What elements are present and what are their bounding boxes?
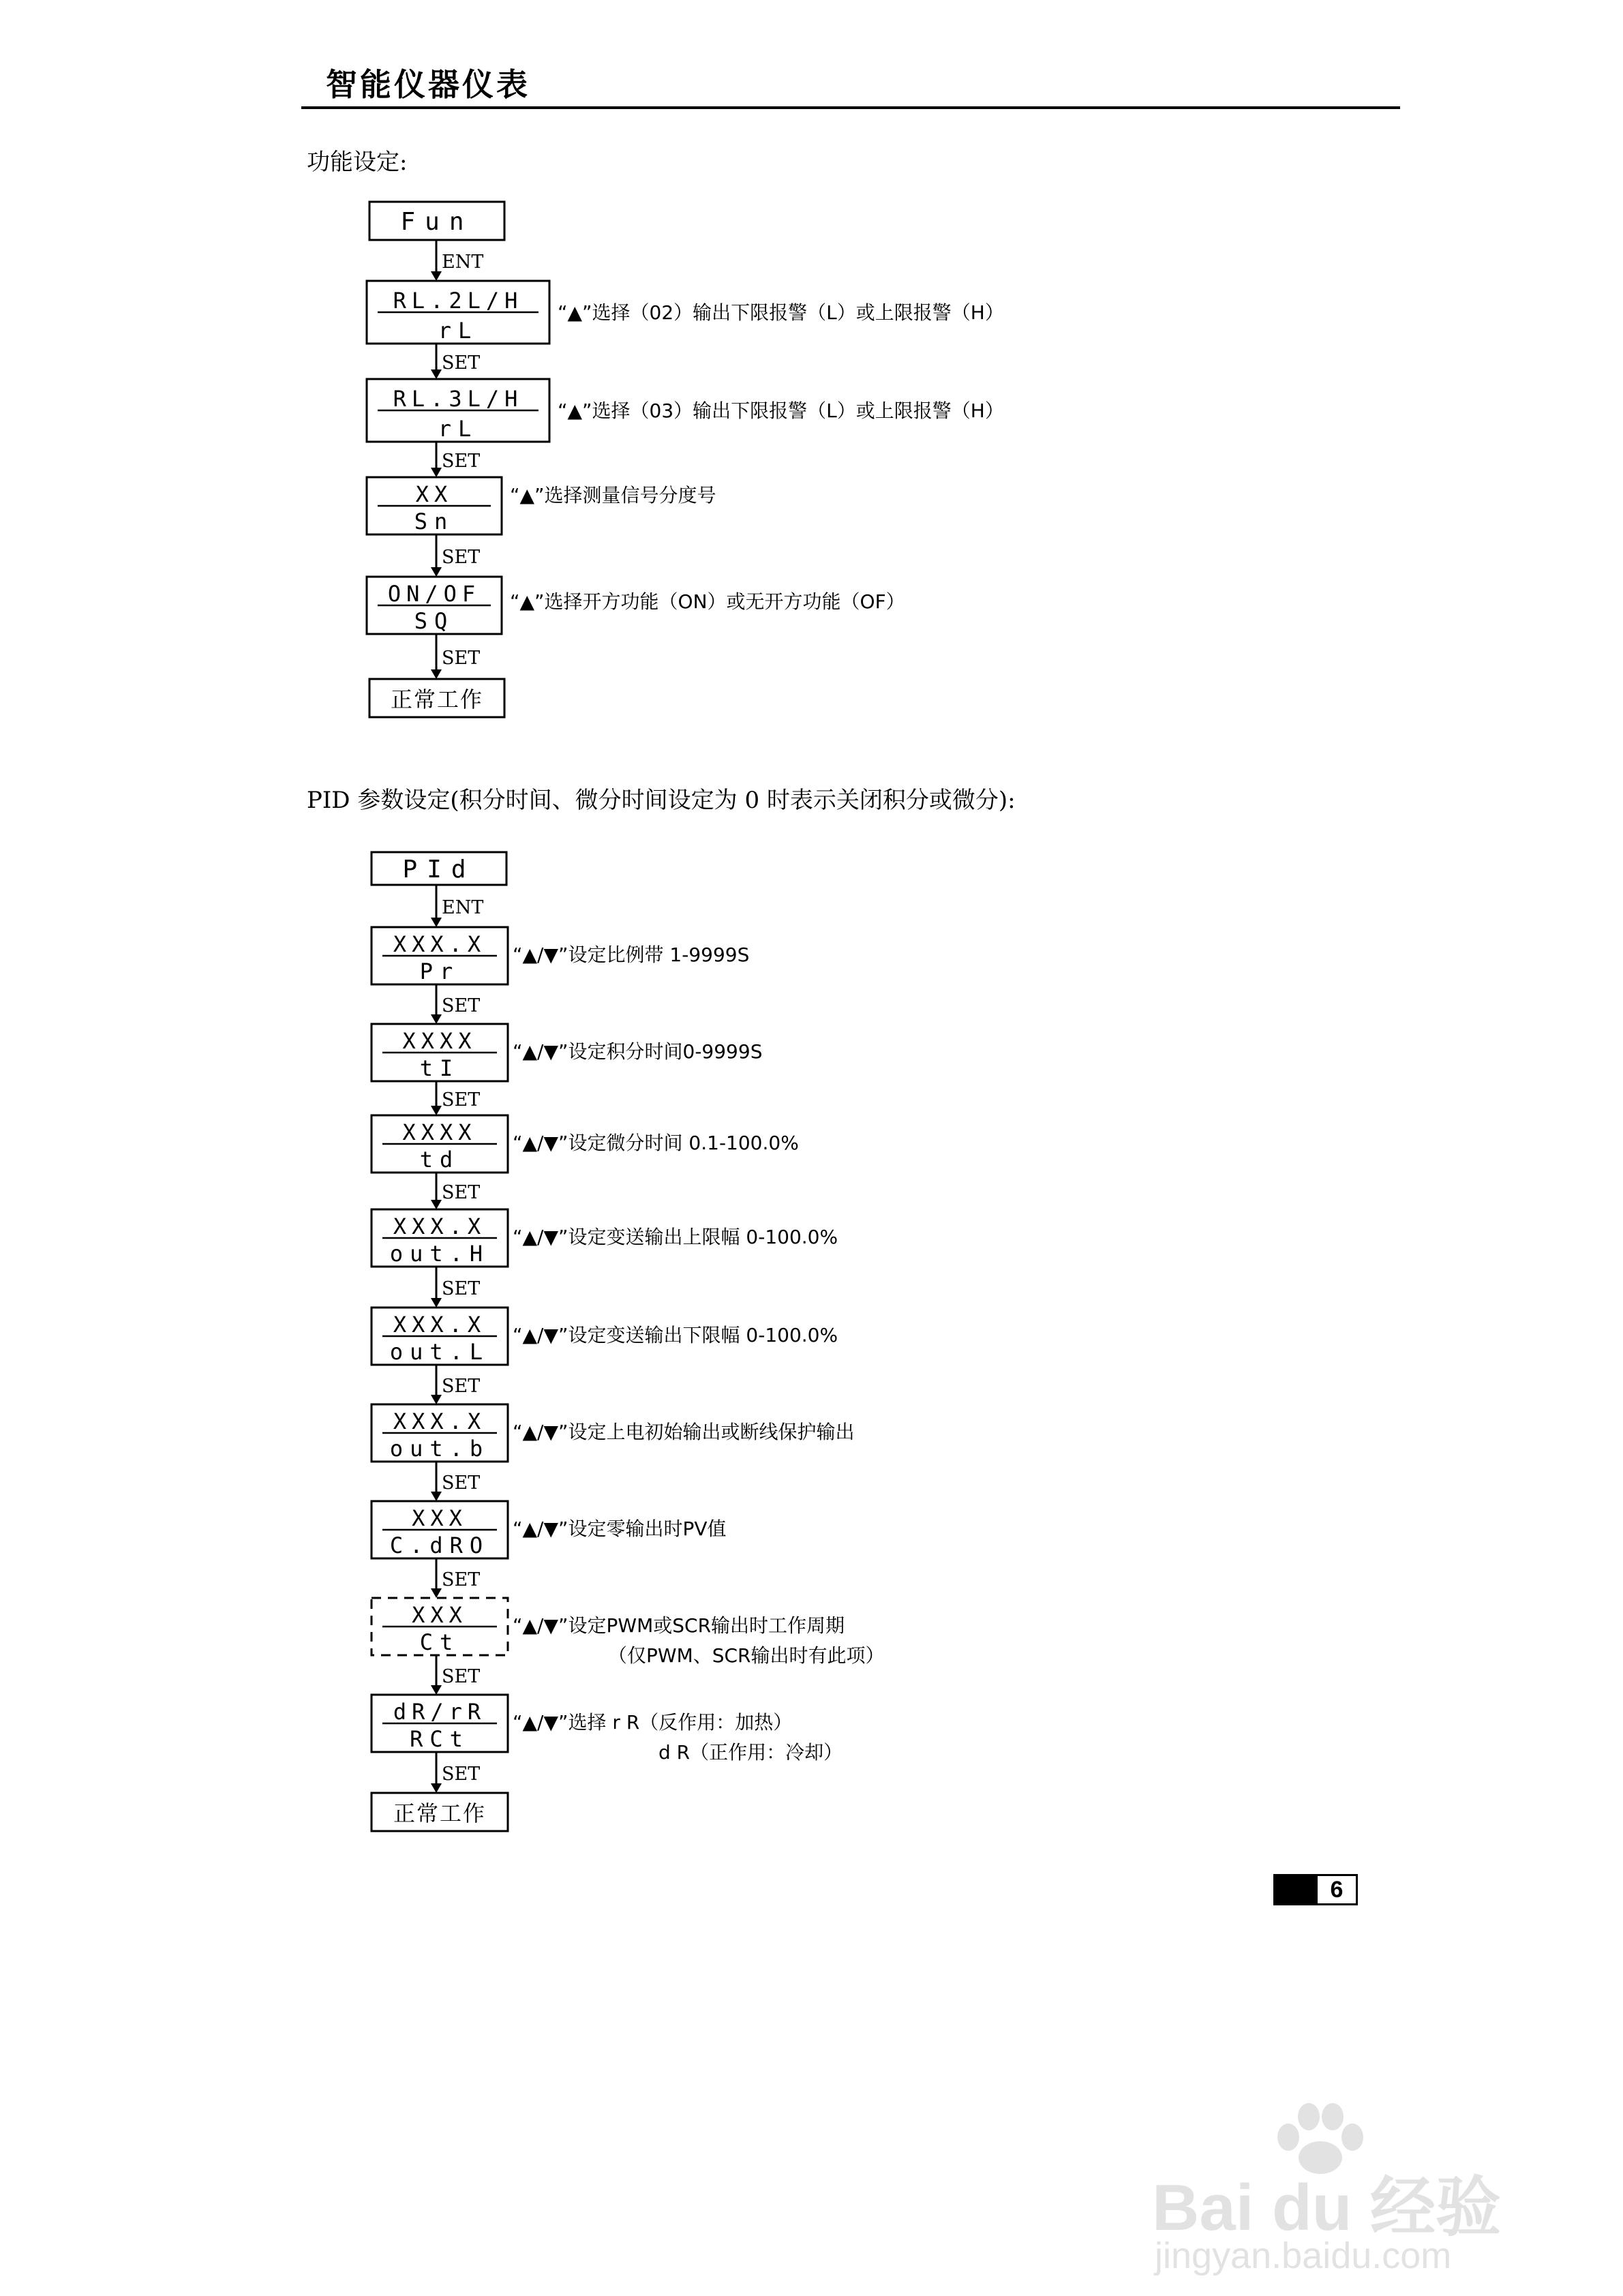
pid-step-6-display-top-text: XXX.X [393, 1408, 487, 1434]
pid-box-text: PId [402, 856, 476, 883]
pid-step-5-arrow-arrowhead [431, 1395, 442, 1404]
pid-step-4-display-bottom-text: out.H [389, 1241, 490, 1267]
fun-arrow-key-label: ENT [442, 252, 484, 273]
pid-step-5-display-bottom-text: out.L [389, 1339, 490, 1365]
pid-step-8-display-top-text: XXX [412, 1602, 468, 1628]
pid-step-4-description: “▲/▼”设定变送输出上限幅 0-100.0% [513, 1226, 838, 1248]
function-step-3-display-bottom-text: Sn [414, 509, 455, 534]
watermark-url: jingyan.baidu.com [1155, 2235, 1452, 2276]
function-step-4-arrow-key-label: SET [442, 648, 481, 669]
fun-box-text: Fun [400, 208, 474, 236]
function-step-1-display-top-text: RL.2L/H [393, 288, 524, 314]
function-step-1-description: “▲”选择（02）输出下限报警（L）或上限报警（H） [558, 301, 1004, 324]
page-number-badge [1273, 1874, 1358, 1905]
pid-step-3-description: “▲/▼”设定微分时间 0.1-100.0% [513, 1132, 799, 1154]
pid-step-3-arrow-arrowhead [431, 1200, 442, 1209]
pid-step-2-display-bottom-text: tI [419, 1055, 460, 1081]
function-step-3-description: “▲”选择测量信号分度号 [510, 484, 716, 507]
pid-step-9-description-line2: d R（正作用：冷却） [658, 1741, 843, 1764]
function-step-2-display-top-text: RL.3L/H [393, 386, 524, 412]
function-step-2-description: “▲”选择（03）输出下限报警（L）或上限报警（H） [558, 399, 1004, 422]
pid-step-8-description: “▲/▼”设定PWM或SCR输出时工作周期 [513, 1614, 845, 1637]
pid-step-9-arrow-arrowhead [431, 1783, 442, 1793]
pid-step-5-display-top-text: XXX.X [393, 1312, 487, 1338]
pid-step-6-display-bottom-text: out.b [389, 1436, 490, 1462]
pid-step-4-display-top-text: XXX.X [393, 1213, 487, 1239]
pid-step-2-description: “▲/▼”设定积分时间0-9999S [513, 1040, 763, 1063]
pid-step-1-arrow-arrowhead [431, 1014, 442, 1024]
pid-step-3-arrow-key-label: SET [442, 1182, 481, 1203]
pid-step-4-arrow-key-label: SET [442, 1278, 481, 1299]
pid-step-7-display-bottom-text: C.dRO [389, 1532, 490, 1558]
section-heading-function: 功能设定: [307, 149, 408, 176]
page-number: 6 [1330, 1877, 1344, 1903]
pid-step-9-display-bottom-text: RCt [410, 1726, 470, 1752]
pid-step-8-arrow-arrowhead [431, 1685, 442, 1695]
pid-step-3-display-top-text: XXXX [402, 1119, 477, 1145]
baidu-watermark [1152, 2100, 1534, 2276]
function-step-3-display-top-text: XX [415, 481, 453, 507]
pid-step-7-arrow-arrowhead [431, 1588, 442, 1598]
watermark-logo-text: Bai du 经验 [1152, 2171, 1502, 2244]
pid-step-7-display-top-text: XXX [412, 1505, 468, 1531]
pid-step-6-arrow-key-label: SET [442, 1472, 481, 1494]
pid-step-5-arrow-key-label: SET [442, 1376, 481, 1397]
pid-step-8-display-bottom-text: Ct [419, 1629, 460, 1655]
pid-step-9-description: “▲/▼”选择 r R（反作用：加热） [513, 1711, 793, 1734]
pid-step-7-arrow-key-label: SET [442, 1569, 481, 1590]
pid-step-1-description: “▲/▼”设定比例带 1-9999S [513, 943, 750, 966]
function-step-4-description: “▲”选择开方功能（ON）或无开方功能（OF） [510, 590, 905, 613]
pid-step-3-display-bottom-text: td [419, 1147, 460, 1173]
pid-step-6-description: “▲/▼”设定上电初始输出或断线保护输出 [513, 1421, 855, 1443]
function-step-2-display-bottom-text: rL [438, 416, 479, 442]
pid-step-2-display-top-text: XXXX [402, 1028, 477, 1054]
pid-arrow-arrowhead [431, 918, 442, 927]
pid-step-1-display-top-text: XXX.X [393, 931, 487, 957]
pid-step-8-arrow-key-label: SET [442, 1666, 481, 1687]
pid-step-2-arrow-arrowhead [431, 1106, 442, 1115]
pid-step-8-description-line2: （仅PWM、SCR输出时有此项） [608, 1644, 885, 1667]
pid-step-5-description: “▲/▼”设定变送输出下限幅 0-100.0% [513, 1324, 838, 1346]
function-step-1-arrow-key-label: SET [442, 352, 481, 374]
function-step-4-display-bottom-text: SQ [414, 608, 455, 634]
pid-step-1-arrow-key-label: SET [442, 995, 481, 1016]
function-step-1-display-bottom-text: rL [438, 318, 479, 344]
pid-end-box-text: 正常工作 [393, 1800, 487, 1826]
pid-step-9-arrow-key-label: SET [442, 1764, 481, 1785]
function-step-3-arrow-key-label: SET [442, 547, 481, 568]
pid-step-7-description: “▲/▼”设定零输出时PV值 [513, 1517, 727, 1540]
function-step-2-arrow-key-label: SET [442, 451, 481, 472]
pid-step-2-arrow-key-label: SET [442, 1089, 481, 1111]
pid-step-9-display-top-text: dR/rR [393, 1699, 487, 1725]
function-end-box-text: 正常工作 [390, 686, 484, 712]
page-header-title: 智能仪器仪表 [326, 66, 530, 103]
pid-arrow-key-label: ENT [442, 897, 484, 918]
pid-step-1-display-bottom-text: Pr [419, 958, 460, 984]
pid-step-6-arrow-arrowhead [431, 1492, 442, 1501]
pid-step-4-arrow-arrowhead [431, 1298, 442, 1308]
section-heading-pid: PID 参数设定(积分时间、微分时间设定为 0 时表示关闭积分或微分): [307, 787, 1016, 814]
function-step-4-display-top-text: ON/OF [387, 581, 481, 607]
